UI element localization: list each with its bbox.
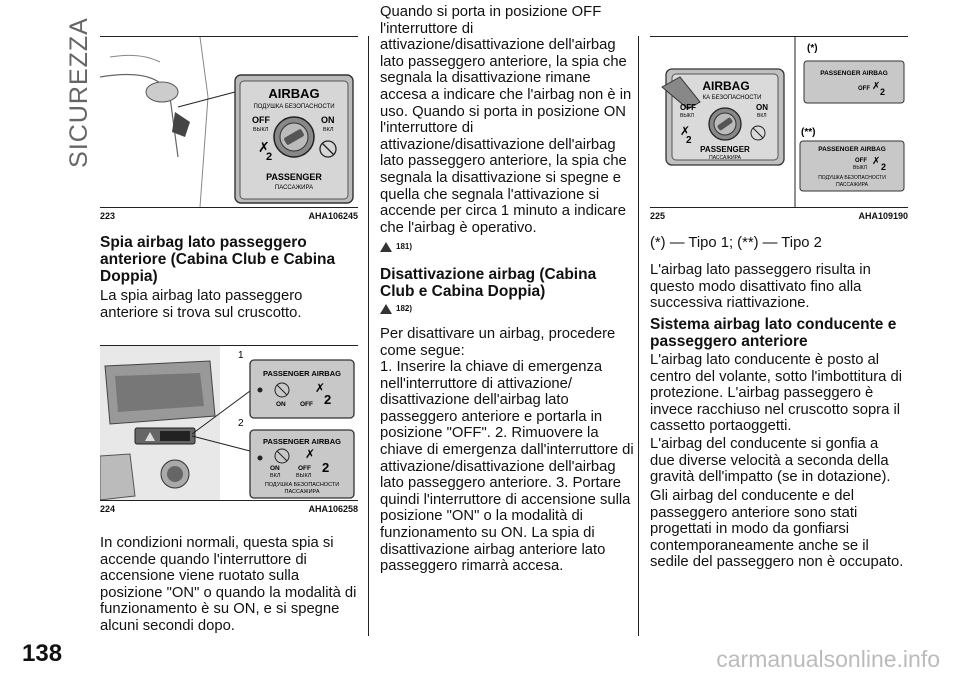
svg-text:✗: ✗ xyxy=(680,124,691,138)
svg-text:OFF: OFF xyxy=(298,465,311,472)
svg-text:1: 1 xyxy=(238,350,244,361)
svg-text:ПОДУШКА БЕЗОПАСНОСТИ: ПОДУШКА БЕЗОПАСНОСТИ xyxy=(253,104,335,110)
paragraph: Gli airbag del conducente e del passeggero anteriore sono stati progettati in modo da gonfiarsi contemporaneamente anche se il sedile del passeggero non è occupato. xyxy=(650,488,904,571)
page-number: 138 xyxy=(22,640,63,667)
paragraph: Quando si porta in posizione OFF l'interruttore di attivazione/disattivazione dell'airbag lato passeggero anteriore, la spia che segnala la disattivazione rimane accesa a indicare che l'airbag non è in uso. Quando si porta in posizione ON l'interruttore di attivazione/disattivazione dell'airbag lato passeggero anteriore, la spia che segnala la disattivazione si spegne e quella che segnala l'attivazione si accende per circa 1 minuto a indicare che l'airbag è operativo. xyxy=(380,4,632,236)
svg-text:ON: ON xyxy=(270,465,280,472)
svg-text:(**): (**) xyxy=(801,127,816,138)
column-divider xyxy=(638,36,639,636)
svg-text:PASSENGER AIRBAG: PASSENGER AIRBAG xyxy=(263,437,341,446)
svg-text:ПАССАЖИРА: ПАССАЖИРА xyxy=(709,155,741,161)
paragraph: In condizioni normali, questa spia si accende quando l'interruttore di accensione viene ruotato sulla posizione "ON" o quando la modalità di funzionamento è su ON, e si spegne alcuni secondi dopo. xyxy=(100,535,357,634)
svg-text:ПАССАЖИРА: ПАССАЖИРА xyxy=(836,182,868,188)
figure-bottom-rule xyxy=(100,500,358,501)
figure-number: 223 xyxy=(100,211,116,221)
column-divider xyxy=(368,36,369,636)
svg-text:✗: ✗ xyxy=(258,139,270,155)
watermark: carmanualsonline.info xyxy=(716,646,940,672)
svg-text:ВЫКЛ: ВЫКЛ xyxy=(296,473,312,479)
svg-text:✗: ✗ xyxy=(315,381,326,395)
figure-bottom-rule xyxy=(100,207,358,208)
section-heading: Spia airbag lato passeggero anteriore (Cabina Club e Cabina Doppia) xyxy=(100,234,336,285)
figure-code: AHA109190 xyxy=(858,211,908,221)
svg-text:PASSENGER: PASSENGER xyxy=(266,172,322,182)
svg-text:✗: ✗ xyxy=(872,156,881,167)
svg-text:ВЫКЛ: ВЫКЛ xyxy=(853,165,867,171)
warning-reference: 182) xyxy=(380,304,412,314)
paragraph: L'airbag lato conducente è posto al centro del volante, sotto l'imbottitura di protezione. L'airbag passeggero è invece racchiuso nel cruscotto sopra il cassetto portaoggetti. xyxy=(650,352,903,435)
svg-text:2: 2 xyxy=(881,162,887,172)
section-tab xyxy=(52,17,93,168)
svg-text:PASSENGER AIRBAG: PASSENGER AIRBAG xyxy=(818,146,886,153)
dashboard-warning-lights-illustration xyxy=(100,346,358,500)
svg-text:(*): (*) xyxy=(807,43,818,54)
section-title: SICUREZZA xyxy=(64,17,93,168)
svg-text:AIRBAG: AIRBAG xyxy=(268,86,320,101)
warning-reference: 181) xyxy=(380,242,412,252)
figure-223 xyxy=(100,37,358,207)
warning-icon xyxy=(380,242,392,252)
svg-text:2: 2 xyxy=(238,418,244,429)
warning-icon xyxy=(380,304,392,314)
figure-legend: (*) — Tipo 1; (**) — Tipo 2 xyxy=(650,235,822,251)
figure-caption xyxy=(100,211,358,221)
svg-text:✗: ✗ xyxy=(872,81,881,92)
svg-text:2: 2 xyxy=(686,135,692,146)
svg-text:2: 2 xyxy=(266,151,273,163)
airbag-switch-and-panels-illustration xyxy=(650,37,908,207)
figure-code: AHA106245 xyxy=(308,211,358,221)
svg-text:PASSENGER AIRBAG: PASSENGER AIRBAG xyxy=(263,369,341,378)
svg-text:OFF: OFF xyxy=(680,103,696,112)
svg-text:ПАССАЖИРА: ПАССАЖИРА xyxy=(284,489,320,495)
svg-text:OFF: OFF xyxy=(855,158,867,164)
svg-text:ON: ON xyxy=(756,103,768,112)
paragraph: La spia airbag lato passeggero anteriore si trova sul cruscotto. xyxy=(100,288,303,321)
svg-text:OFF: OFF xyxy=(252,115,270,125)
figure-caption xyxy=(100,504,358,514)
svg-text:2: 2 xyxy=(322,460,330,475)
svg-text:ПОДУШКА БЕЗОПАСНОСТИ: ПОДУШКА БЕЗОПАСНОСТИ xyxy=(264,482,340,488)
svg-text:ВЫКЛ: ВЫКЛ xyxy=(680,113,694,119)
figure-number: 224 xyxy=(100,504,116,514)
figure-number: 225 xyxy=(650,211,666,221)
svg-text:OFF: OFF xyxy=(300,401,313,408)
svg-text:КА БЕЗОПАСНОСТИ: КА БЕЗОПАСНОСТИ xyxy=(702,95,762,101)
svg-text:ВКЛ: ВКЛ xyxy=(757,113,767,119)
paragraph: Per disattivare un airbag, procedere come segue: xyxy=(380,326,616,359)
paragraph: L'airbag del conducente si gonfia a due diverse velocità a seconda della gravità dell'impatto (se in dotazione). xyxy=(650,436,891,486)
svg-text:✗: ✗ xyxy=(305,447,316,461)
svg-text:ON: ON xyxy=(321,115,335,125)
figure-225 xyxy=(650,37,908,207)
figure-caption xyxy=(650,211,908,221)
section-heading: Disattivazione airbag (Cabina Club e Cabina Doppia) xyxy=(380,266,597,300)
airbag-switch-illustration xyxy=(100,37,358,207)
svg-text:ПОДУШКА БЕЗОПАСНОСТИ: ПОДУШКА БЕЗОПАСНОСТИ xyxy=(818,175,886,181)
svg-text:2: 2 xyxy=(880,87,886,97)
section-heading: Sistema airbag lato conducente e passeggero anteriore xyxy=(650,316,897,350)
paragraph: L'airbag lato passeggero risulta in questo modo disattivato fino alla successiva riattivazione. xyxy=(650,262,871,312)
svg-text:ПАССАЖИРА: ПАССАЖИРА xyxy=(274,185,314,191)
svg-text:ON: ON xyxy=(276,401,286,408)
svg-text:2: 2 xyxy=(324,392,332,407)
figure-code: AHA106258 xyxy=(308,504,358,514)
svg-text:PASSENGER AIRBAG: PASSENGER AIRBAG xyxy=(820,70,888,77)
svg-text:ВКЛ: ВКЛ xyxy=(270,473,281,479)
figure-bottom-rule xyxy=(650,207,908,208)
paragraph: 1. Inserire la chiave di emergenza nell'interruttore di attivazione/ disattivazione dell'airbag lato passeggero anteriore e portarla in posizione "OFF". 2. Rimuovere la chiave di emergenza dall'interruttore di attivazione/disattivazione dell'airbag lato passeggero anteriore. 3. Portare quindi l'interruttore di accensione sulla posizione "ON" o la modalità di funzionamento su ON. La spia di disattivazione airbag anteriore lato passeggero rimarrà accesa. xyxy=(380,359,634,575)
svg-text:OFF: OFF xyxy=(858,86,870,92)
svg-text:ВКЛ: ВКЛ xyxy=(323,127,334,133)
svg-text:ВЫКЛ: ВЫКЛ xyxy=(253,127,269,133)
svg-text:PASSENGER: PASSENGER xyxy=(700,145,750,154)
figure-224 xyxy=(100,346,358,500)
svg-text:AIRBAG: AIRBAG xyxy=(702,79,750,93)
